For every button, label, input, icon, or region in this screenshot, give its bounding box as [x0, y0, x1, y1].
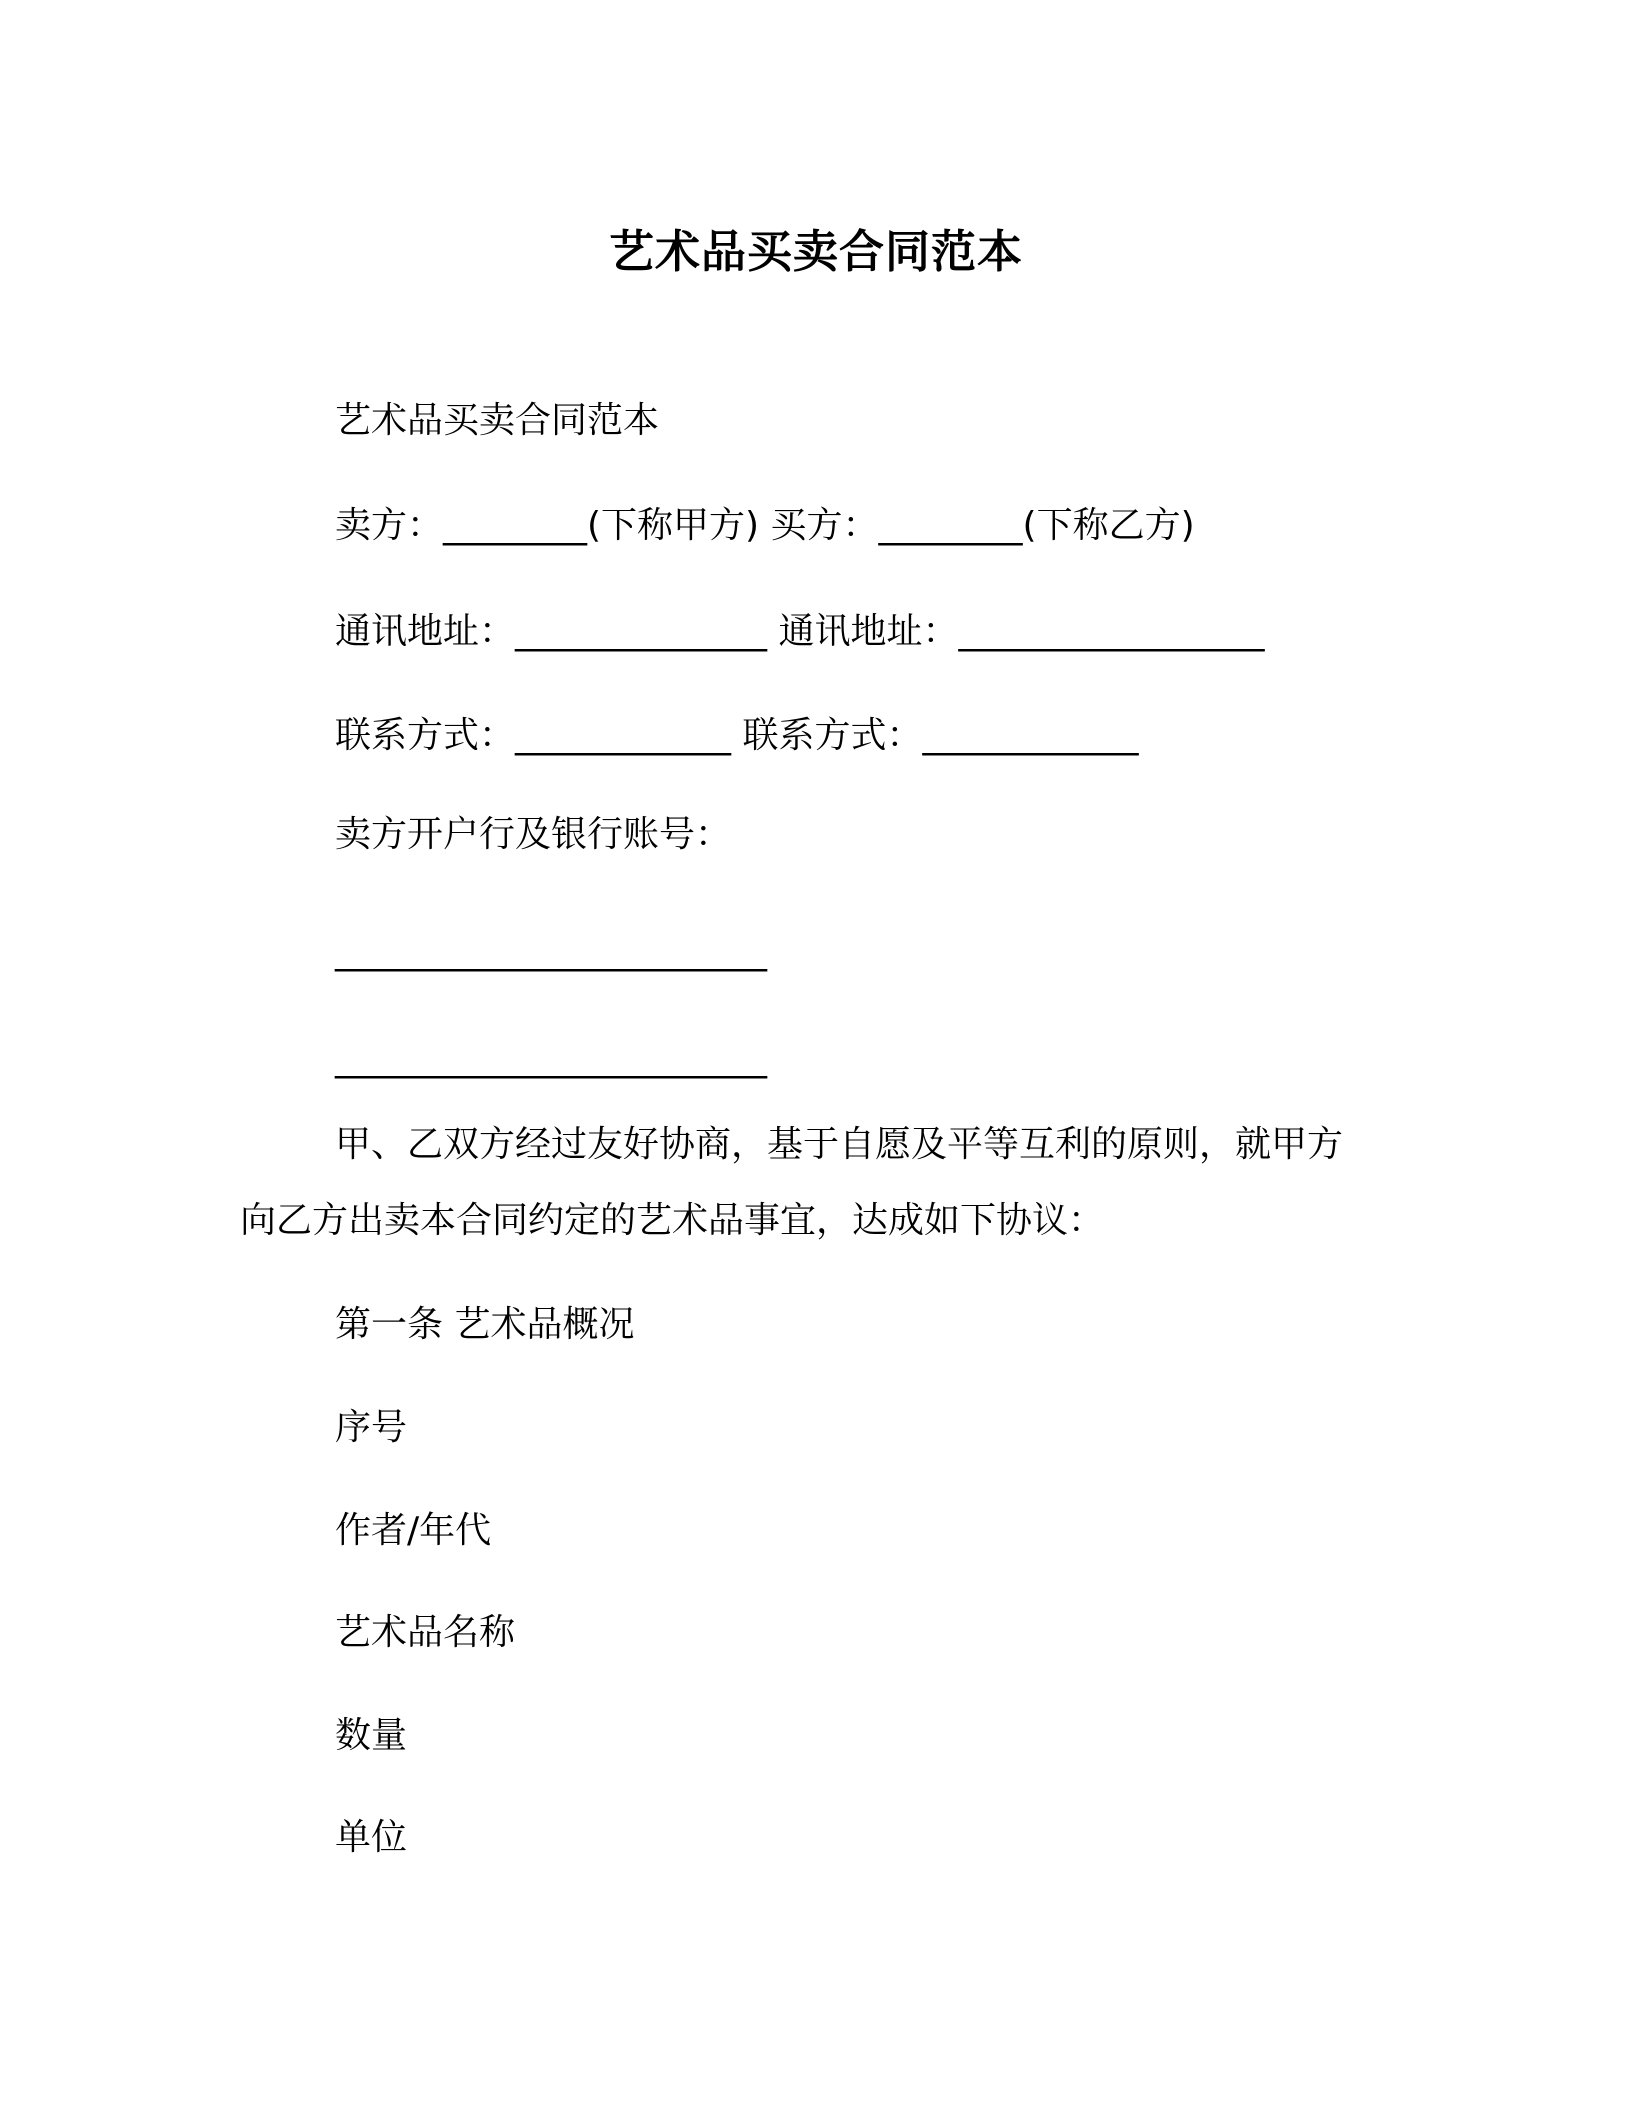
field-serial-number: 序号 [335, 1407, 408, 1448]
document-title: 艺术品买卖合同范本 [608, 225, 1023, 278]
intro-paragraph-line-1: 甲、乙双方经过友好协商，基于自愿及平等互利的原则，就甲方 [335, 1124, 1344, 1165]
field-quantity: 数量 [335, 1715, 408, 1756]
contact-line: 联系方式：____________ 联系方式：____________ [335, 715, 1139, 756]
field-artwork-name: 艺术品名称 [335, 1612, 516, 1653]
address-line: 通讯地址：______________ 通讯地址：_________________ [335, 611, 1265, 652]
article-1-heading: 第一条 艺术品概况 [335, 1304, 635, 1345]
parties-line: 卖方：________(下称甲方) 买方：________(下称乙方) [335, 505, 1195, 546]
bank-account-blank-1: ________________________ [335, 931, 767, 972]
bank-account-label: 卖方开户行及银行账号： [335, 814, 732, 855]
field-author-era: 作者/年代 [335, 1510, 492, 1551]
intro-paragraph-line-2: 向乙方出卖本合同约定的艺术品事宜，达成如下协议： [240, 1200, 1105, 1241]
field-unit: 单位 [335, 1817, 408, 1858]
bank-account-blank-2: ________________________ [335, 1038, 767, 1079]
document-subtitle: 艺术品买卖合同范本 [335, 400, 660, 441]
